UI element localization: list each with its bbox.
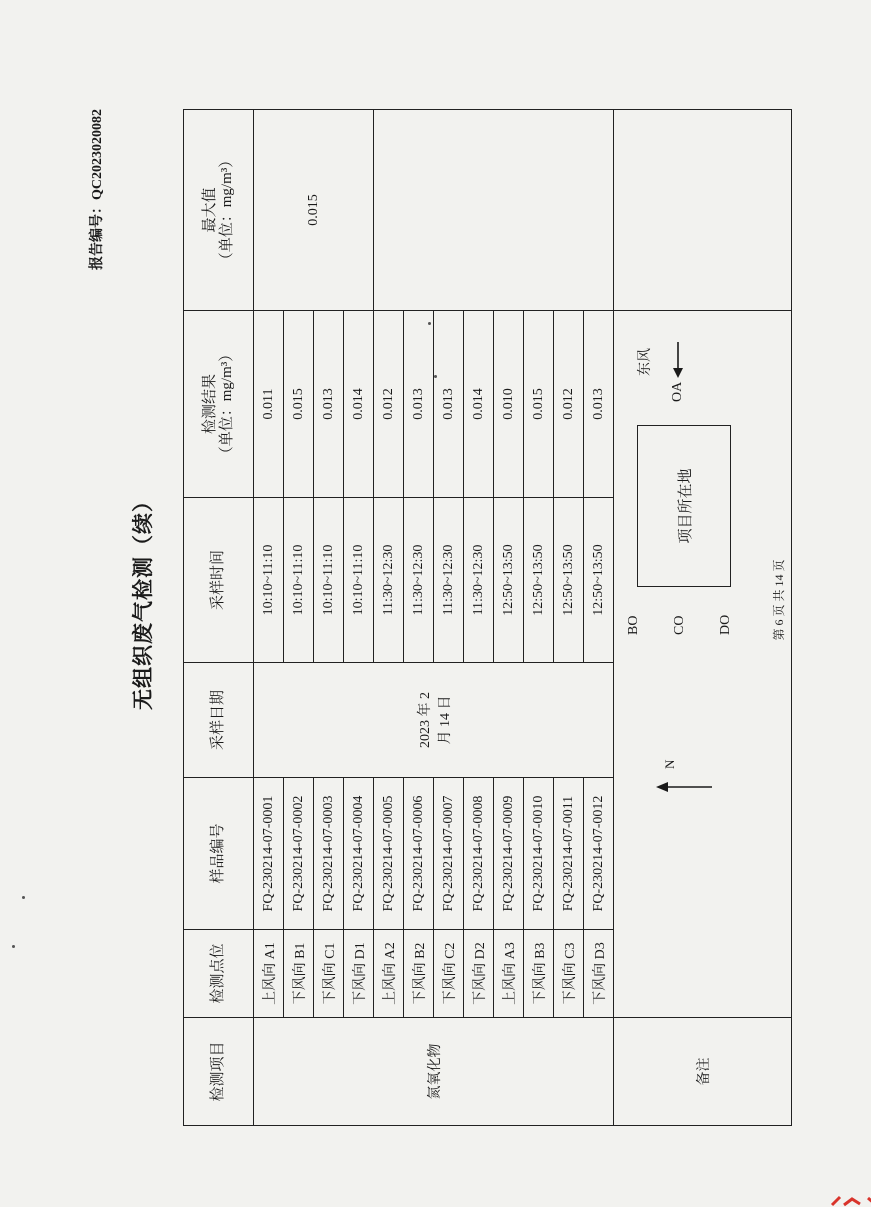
header-max-title: 最大值 — [201, 187, 218, 233]
time-cell: 10:10~11:10 — [284, 498, 314, 663]
sample-no-cell: FQ-230214-07-0006 — [404, 778, 434, 930]
result-cell: 0.013 — [314, 311, 344, 498]
sample-no-cell: FQ-230214-07-0002 — [284, 778, 314, 930]
time-cell: 11:30~12:30 — [404, 498, 434, 663]
result-cell: 0.015 — [524, 311, 554, 498]
sample-no-cell: FQ-230214-07-0008 — [464, 778, 494, 930]
sample-no-cell: FQ-230214-07-0012 — [584, 778, 614, 930]
sampling-date — [254, 663, 614, 778]
sample-no-cell: FQ-230214-07-0010 — [524, 778, 554, 930]
point-cell: 上风向 A3 — [494, 930, 524, 1018]
item-name: 氮氧化物 — [254, 1018, 614, 1126]
report-number: 报告编号：QC2023020082 — [90, 109, 105, 270]
sampling-date-line2: 月 14 日 — [437, 695, 453, 745]
sample-no-cell: FQ-230214-07-0007 — [434, 778, 464, 930]
time-cell: 10:10~11:10 — [344, 498, 374, 663]
result-cell: 0.014 — [344, 311, 374, 498]
time-cell: 10:10~11:10 — [314, 498, 344, 663]
header-result-title: 检测结果 — [201, 374, 218, 435]
point-cell: 下风向 B1 — [284, 930, 314, 1018]
header-result-unit: （单位：mg/m³） — [218, 346, 235, 462]
point-oa: OA — [670, 381, 685, 402]
site-diagram — [614, 311, 792, 1018]
result-cell: 0.013 — [584, 311, 614, 498]
point-cell: 上风向 A2 — [374, 930, 404, 1018]
max-value: 0.015 — [254, 110, 374, 311]
header-max — [184, 110, 254, 311]
time-cell: 11:30~12:30 — [464, 498, 494, 663]
point-bo: BO — [626, 615, 641, 635]
time-cell: 10:10~11:10 — [254, 498, 284, 663]
time-cell: 12:50~13:50 — [524, 498, 554, 663]
wind-label: 东风 — [638, 348, 653, 376]
sample-no-cell: FQ-230214-07-0004 — [344, 778, 374, 930]
page-title: 无组织废气检测（续） — [131, 490, 155, 710]
point-cell: 下风向 D1 — [344, 930, 374, 1018]
results-table — [183, 109, 792, 1126]
time-cell: 12:50~13:50 — [584, 498, 614, 663]
header-row — [184, 110, 254, 1126]
remarks-empty-cell — [614, 110, 792, 311]
header-max-unit: （单位：mg/m³） — [218, 152, 235, 268]
red-stamp-fragment — [830, 1195, 871, 1207]
result-cell: 0.015 — [284, 311, 314, 498]
header-sample-no: 样品编号 — [184, 778, 254, 930]
table-row — [254, 110, 284, 1126]
result-cell: 0.012 — [374, 311, 404, 498]
time-cell: 11:30~12:30 — [434, 498, 464, 663]
sample-no-cell: FQ-230214-07-0003 — [314, 778, 344, 930]
point-cell: 下风向 B3 — [524, 930, 554, 1018]
point-cell: 下风向 C2 — [434, 930, 464, 1018]
point-co: CO — [672, 615, 687, 635]
wind-indicator — [630, 322, 700, 402]
result-cell: 0.013 — [404, 311, 434, 498]
result-cell: 0.010 — [494, 311, 524, 498]
sample-no-cell: FQ-230214-07-0005 — [374, 778, 404, 930]
page-footer: 第 6 页 共 14 页 — [772, 559, 786, 641]
result-cell: 0.011 — [254, 311, 284, 498]
remarks-label: 备注 — [614, 1018, 792, 1126]
point-cell: 上风向 A1 — [254, 930, 284, 1018]
sampling-date-line1: 2023 年 2 — [417, 692, 433, 748]
sample-no-cell: FQ-230214-07-0001 — [254, 778, 284, 930]
point-cell: 下风向 C1 — [314, 930, 344, 1018]
header-item: 检测项目 — [184, 1018, 254, 1126]
time-cell: 12:50~13:50 — [494, 498, 524, 663]
result-cell: 0.014 — [464, 311, 494, 498]
max-empty-cell — [374, 110, 614, 311]
north-label: N — [662, 759, 677, 769]
point-do: DO — [718, 614, 733, 635]
header-time: 采样时间 — [184, 498, 254, 663]
point-cell: 下风向 D2 — [464, 930, 494, 1018]
header-point: 检测点位 — [184, 930, 254, 1018]
project-location-box — [637, 425, 731, 587]
north-arrow-icon — [654, 769, 714, 799]
result-cell: 0.013 — [434, 311, 464, 498]
point-cell: 下风向 C3 — [554, 930, 584, 1018]
table-row — [374, 110, 404, 1126]
sample-no-cell: FQ-230214-07-0011 — [554, 778, 584, 930]
project-location-label: 项目所在地 — [677, 468, 694, 544]
time-cell: 11:30~12:30 — [374, 498, 404, 663]
point-cell: 下风向 B2 — [404, 930, 434, 1018]
result-cell: 0.012 — [554, 311, 584, 498]
point-cell: 下风向 D3 — [584, 930, 614, 1018]
remarks-row — [614, 110, 792, 1126]
header-result — [184, 311, 254, 498]
header-date: 采样日期 — [184, 663, 254, 778]
north-indicator — [654, 749, 714, 799]
sample-no-cell: FQ-230214-07-0009 — [494, 778, 524, 930]
time-cell: 12:50~13:50 — [554, 498, 584, 663]
wind-arrow-icon — [668, 340, 688, 380]
